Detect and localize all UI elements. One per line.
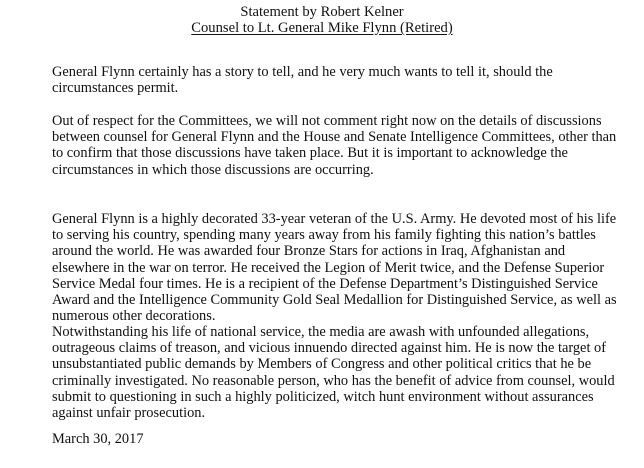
- statement-date: March 30, 2017: [52, 431, 144, 447]
- paragraph-media-allegations: Notwithstanding his life of national service, the media are awash with unfounded allegations, outrageous claims of treason, and vicious innuendo directed against him. He is now the target of unsubstantiated public demands by Members of Congress and other political critics that he be criminally investigated. No reasonable person, who has the benefit of advice from counsel, would submit to questioning in such a highly politicized, witch hunt environment without assurances against unfair prosecution.: [52, 324, 615, 422]
- paragraph-story-to-tell: General Flynn certainly has a story to tell, and he very much wants to tell it, should the circumstances permit.: [52, 64, 553, 97]
- paragraph-committees: Out of respect for the Committees, we will not comment right now on the details of discussions between counsel for General Flynn and the House and Senate Intelligence Committees, other than to confirm that those discussions have taken place. But it is important to acknowledge the circumstances in which those discussions are occurring.: [52, 113, 617, 178]
- statement-title-text: Statement by Robert Kelner: [240, 4, 404, 20]
- statement-title: [0, 4, 644, 21]
- statement-subtitle: [0, 20, 644, 37]
- statement-subtitle-text: Counsel to Lt. General Mike Flynn (Retired): [191, 20, 453, 36]
- paragraph-military-service: General Flynn is a highly decorated 33-year veteran of the U.S. Army. He devoted most of his life to serving his country, spending many years away from his family fighting this nation’s battles around the world. He was awarded four Bronze Stars for actions in Iraq, Afghanistan and elsewhere in the war on terror. He received the Legion of Merit twice, and the Defense Superior Service Medal four times. He is a recipient of the Defense Department’s Distinguished Service Award and the Intelligence Community Gold Seal Medallion for Distinguished Service, as well as numerous other decorations.: [52, 211, 617, 325]
